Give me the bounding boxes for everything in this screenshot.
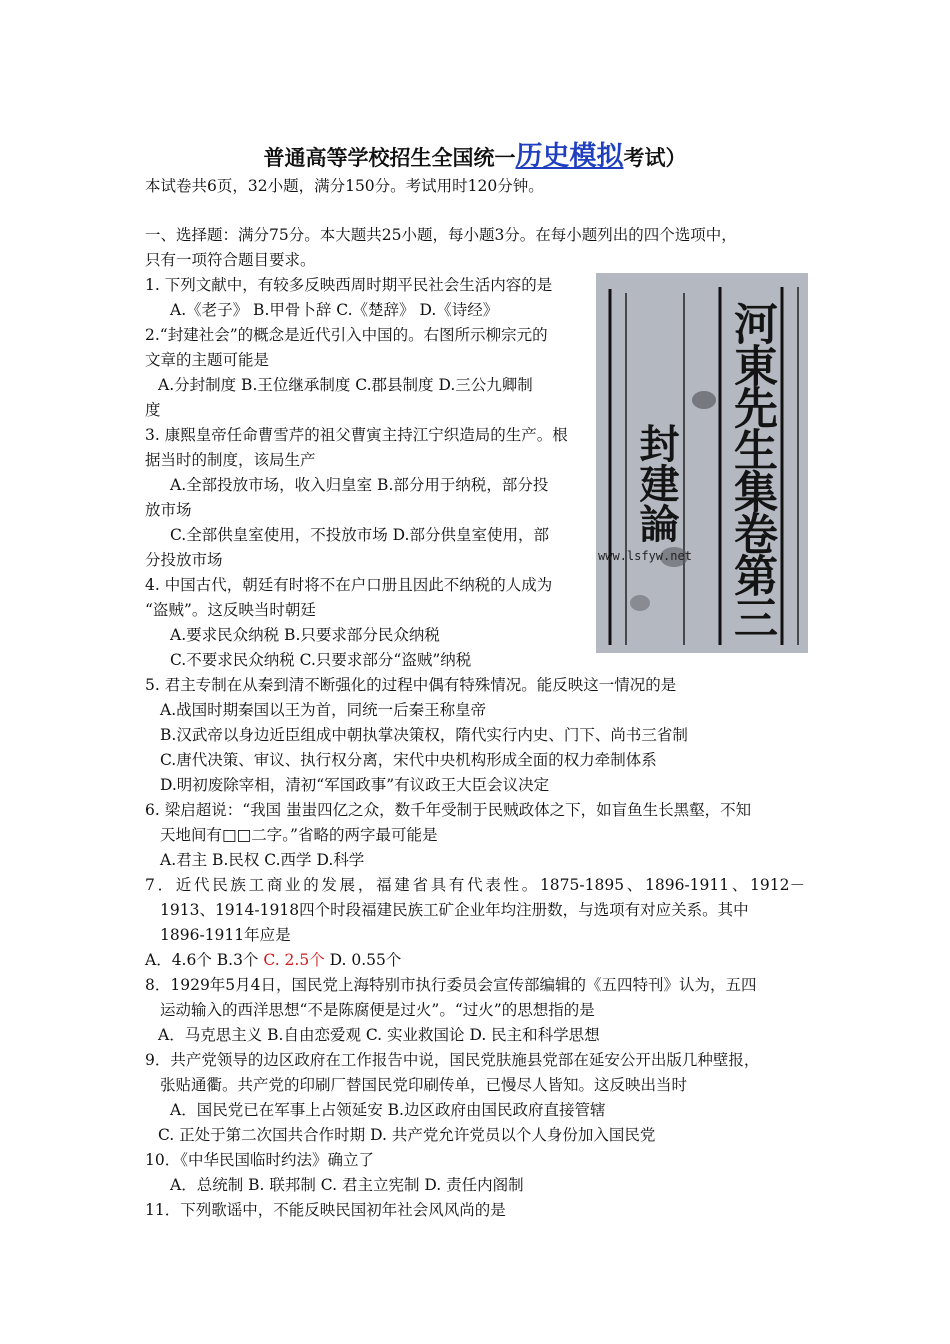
exam-intro: 本试卷共6页，32小题，满分150分。考试用时120分钟。	[145, 177, 544, 195]
watermark: www.lsfyw.net	[598, 549, 692, 563]
section-instructions-line1: 一、选择题：满分75分。本大题共25小题，每小题3分。在每小题列出的四个选项中，	[145, 226, 737, 244]
book-volume-title: 河東先生集卷第三	[726, 301, 777, 637]
question-8-stem-line1: 8．1929年5月4日，国民党上海特别市执行委员会宣传部编辑的《五四特刊》认为，五四	[145, 976, 757, 994]
question-3-option-cd-line2: 分投放市场	[145, 551, 223, 569]
question-3-option-cd-line1: C.全部供皇室使用，不投放市场 D.部分供皇室使用，部	[170, 526, 549, 544]
question-1-stem: 1. 下列文献中，有较多反映西周时期平民社会生活内容的是	[145, 276, 553, 294]
question-7-option-ab: A．4.6个 B.3个	[145, 951, 264, 969]
question-3-stem-line2: 据当时的制度，该局生产	[145, 451, 316, 469]
question-7-stem-line2: 1913、1914-1918四个时段福建民族工矿企业年均注册数，与选项有对应关系。其中	[160, 901, 749, 919]
document-title	[0, 134, 950, 173]
question-3-stem-line1: 3. 康熙皇帝任命曹雪芹的祖父曹寅主持江宁织造局的生产。根	[145, 426, 568, 444]
title-prefix: 普通高等学校招生全国统一	[263, 146, 516, 170]
question-5-stem: 5. 君主专制在从秦到清不断强化的过程中偶有特殊情况。能反映这一情况的是	[145, 676, 677, 694]
question-9-options-line2: C. 正处于第二次国共合作时期 D. 共产党允许党员以个人身份加入国民党	[158, 1126, 656, 1144]
question-7-options	[145, 949, 401, 971]
question-8-stem-line2: 运动输入的西洋思想“不是陈腐便是过火”。“过火”的思想指的是	[160, 1001, 595, 1019]
question-4-stem-line1: 4. 中国古代，朝廷有时将不在户口册且因此不纳税的人成为	[145, 576, 553, 594]
book-essay-title: 封建論	[633, 423, 680, 543]
question-4-stem-line2: “盗贼”。这反映当时朝廷	[145, 601, 316, 619]
question-10-options: A．总统制 B. 联邦制 C. 君主立宪制 D. 责任内阁制	[170, 1176, 524, 1194]
question-6-stem-line1: 6. 梁启超说：“我国 蚩蚩四亿之众，数千年受制于民贼政体之下，如盲鱼生长黑壑，不知	[145, 801, 752, 819]
question-3-option-ab-line1: A.全部投放市场，收入归皇室 B.部分用于纳税，部分投	[170, 476, 549, 494]
question-11-stem: 11．下列歌谣中，不能反映民国初年社会风风尚的是	[145, 1201, 506, 1219]
book-page-photo	[596, 273, 808, 653]
question-10-stem: 10．《中华民国临时约法》确立了	[145, 1151, 374, 1169]
question-3-option-ab-line2: 放市场	[145, 501, 192, 519]
question-5-option-a: A.战国时期秦国以王为首，同统一后秦王称皇帝	[160, 701, 487, 719]
question-1-options: A.《老子》 B.甲骨卜辞 C.《楚辞》 D.《诗经》	[170, 301, 499, 319]
question-6-options: A.君主 B.民权 C.西学 D.科学	[160, 851, 365, 869]
question-8-options: A．马克思主义 B.自由恋爱观 C. 实业救国论 D. 民主和科学思想	[158, 1026, 600, 1044]
question-2-stem-line1: 2.“封建社会”的概念是近代引入中国的。右图所示柳宗元的	[145, 326, 548, 344]
question-7-stem-line3: 1896-1911年应是	[160, 926, 291, 944]
title-suffix: 考试）	[623, 146, 687, 170]
question-6-stem-line2: 天地间有□□二字。”省略的两字最可能是	[160, 826, 438, 844]
question-5-option-d: D.明初废除宰相，清初“军国政事”有议政王大臣会议决定	[160, 776, 550, 794]
question-7-option-c-highlighted: C. 2.5个	[263, 951, 325, 969]
question-5-option-c: C.唐代决策、审议、执行权分离，宋代中央机构形成全面的权力牵制体系	[160, 751, 657, 769]
question-4-options-line2: C.不要求民众纳税 C.只要求部分“盗贼”纳税	[170, 651, 472, 669]
question-2-options-line1: A.分封制度 B.王位继承制度 C.郡县制度 D.三公九卿制	[158, 376, 533, 394]
question-5-option-b: B.汉武帝以身边近臣组成中朝执掌决策权，隋代实行内史、门下、尚书三省制	[160, 726, 688, 744]
question-7-stem-line1: 7．近代民族工商业的发展，福建省具有代表性。1875-1895、1896-1911、1912－	[145, 876, 805, 894]
question-2-options-line2: 度	[145, 401, 161, 419]
title-link[interactable]: 历史模拟	[515, 141, 624, 172]
question-9-stem-line2: 张贴通衢。共产党的印刷厂替国民党印刷传单，已慢尽人皆知。这反映出当时	[160, 1076, 688, 1094]
question-9-stem-line1: 9．共产党领导的边区政府在工作报告中说，国民党肤施县党部在延安公开出版几种壁报，	[145, 1051, 760, 1069]
question-2-stem-line2: 文章的主题可能是	[145, 351, 270, 369]
question-7-option-d: D. 0.55个	[324, 951, 402, 969]
section-instructions-line2: 只有一项符合题目要求。	[145, 251, 316, 269]
question-4-options-line1: A.要求民众纳税 B.只要求部分民众纳税	[170, 626, 440, 644]
question-9-options-line1: A．国民党已在军事上占领延安 B.边区政府由国民政府直接管辖	[170, 1101, 606, 1119]
